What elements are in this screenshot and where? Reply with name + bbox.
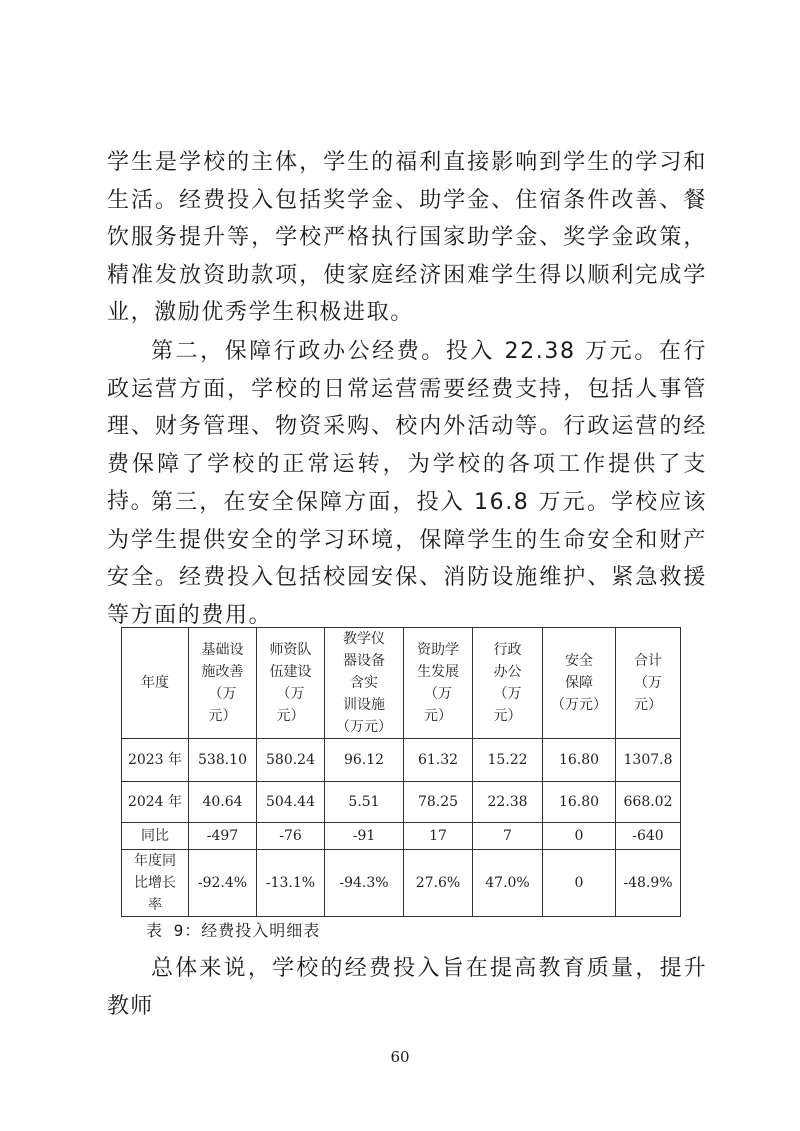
table-cell: -94.3% [325, 850, 404, 917]
table-cell: -91 [325, 823, 404, 850]
table-cell: 504.44 [257, 782, 325, 823]
header-cell-total: 合计 （万 元） [616, 628, 681, 739]
table-cell: 同比 [122, 823, 189, 850]
page-number: 60 [390, 1048, 410, 1066]
header-cell-admin: 行政 办公 （万 元） [473, 628, 543, 739]
table-cell: -48.9% [616, 850, 681, 917]
table-cell: -92.4% [189, 850, 257, 917]
table-cell: 27.6% [404, 850, 473, 917]
table-cell: -640 [616, 823, 681, 850]
table-caption: 表 9：经费投入明细表 [146, 921, 321, 940]
paragraph-admin-funding: 第二，保障行政办公经费。投入 22.38 万元。在行政运营方面，学校的日常运营需要经费支持，包括人事管理、财务管理、物资采购、校内外活动等。行政运营的经费保障了学校的正常运转，为学校的各项工作提供了支持。 [107, 339, 707, 514]
table-cell: 2023 年 [122, 739, 189, 782]
header-cell-equipment: 教学仪 器设备 含实 训设施 （万元） [325, 628, 404, 739]
table-cell: -76 [257, 823, 325, 850]
table-cell: 1307.8 [616, 739, 681, 782]
table-cell: 61.32 [404, 739, 473, 782]
table-cell: 22.38 [473, 782, 543, 823]
table-cell: 0 [543, 850, 616, 917]
table-cell: 17 [404, 823, 473, 850]
table-cell: 78.25 [404, 782, 473, 823]
table-cell: 16.80 [543, 739, 616, 782]
table-cell: 7 [473, 823, 543, 850]
table-row [122, 739, 681, 782]
table-cell: 15.22 [473, 739, 543, 782]
table-cell: -497 [189, 823, 257, 850]
table-cell: 16.80 [543, 782, 616, 823]
table-cell: -13.1% [257, 850, 325, 917]
table-cell: 96.12 [325, 739, 404, 782]
header-cell-student-aid: 资助学 生发展 （万 元） [404, 628, 473, 739]
table-row [122, 823, 681, 850]
table-cell: 5.51 [325, 782, 404, 823]
header-cell-faculty: 师资队 伍建设 （万 元） [257, 628, 325, 739]
table-cell: 47.0% [473, 850, 543, 917]
table-cell: 40.64 [189, 782, 257, 823]
table-cell: 538.10 [189, 739, 257, 782]
header-cell-safety: 安全 保障 （万元） [543, 628, 616, 739]
header-cell-infrastructure: 基础设 施改善 （万 元） [189, 628, 257, 739]
table-cell: 2024 年 [122, 782, 189, 823]
paragraph-summary: 总体来说，学校的经费投入旨在提高教育质量，提升教师 [107, 956, 707, 1019]
table-row [122, 850, 681, 917]
table-cell: 668.02 [616, 782, 681, 823]
header-cell-year: 年度 [122, 628, 189, 739]
paragraph-safety-funding: 第三，在安全保障方面，投入 16.8 万元。学校应该为学生提供安全的学习环境，保障学生的生命安全和财产安全。经费投入包括校园安保、消防设施维护、紧急救援等方面的费用。 [107, 490, 707, 628]
table-cell: 0 [543, 823, 616, 850]
table-header-row [122, 628, 681, 739]
paragraph-student-welfare: 学生是学校的主体，学生的福利直接影响到学生的学习和生活。经费投入包括奖学金、助学金、住宿条件改善、餐饮服务提升等，学校严格执行国家助学金、奖学金政策，精准发放资助款项，使家庭经济困难学生得以顺利完成学业，激励优秀学生积极进取。 [107, 150, 707, 325]
table-cell: 年度同 比增长 率 [122, 850, 189, 917]
funding-detail-table [121, 627, 681, 917]
table-cell: 580.24 [257, 739, 325, 782]
table-row [122, 782, 681, 823]
